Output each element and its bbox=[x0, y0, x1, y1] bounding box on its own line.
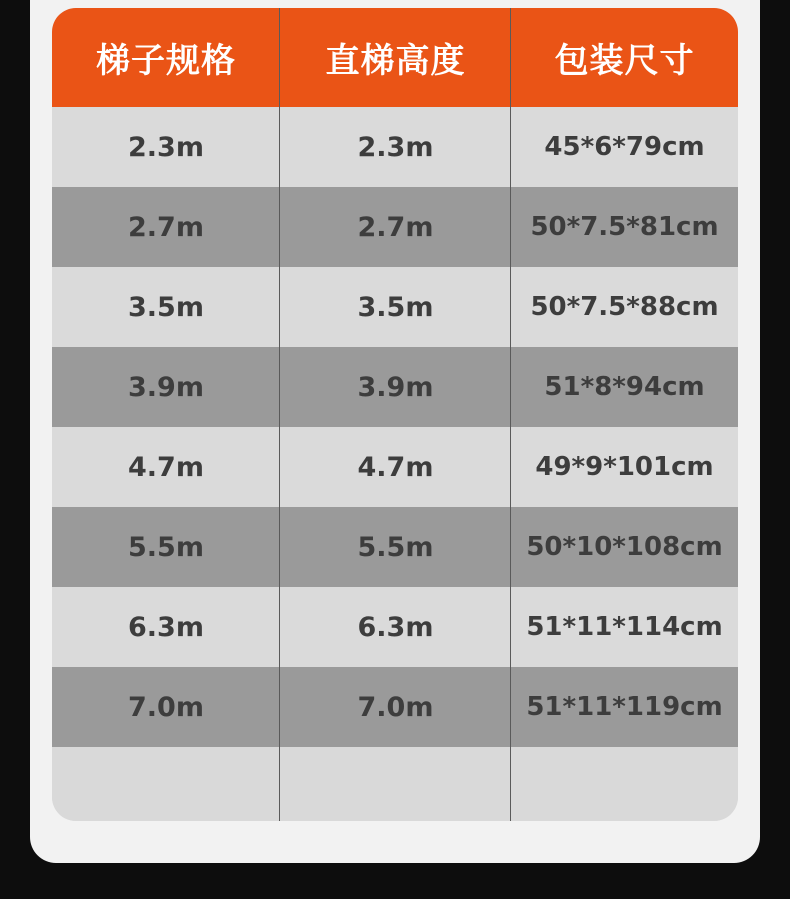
cell-ladder-spec: 3.9m bbox=[128, 371, 204, 403]
cell-straight-height: 2.3m bbox=[357, 131, 434, 163]
cell-ladder-spec: 6.3m bbox=[128, 611, 204, 643]
cell-package-size: 51*11*114cm bbox=[526, 612, 723, 642]
table-row bbox=[52, 107, 738, 187]
table-row bbox=[52, 507, 738, 587]
cell-package-size: 50*10*108cm bbox=[526, 532, 723, 562]
table-row bbox=[52, 267, 738, 347]
cell-straight-height: 3.9m bbox=[357, 371, 434, 403]
cell-ladder-spec: 3.5m bbox=[128, 291, 204, 323]
cell-straight-height: 7.0m bbox=[357, 691, 434, 723]
cell-straight-height: 5.5m bbox=[357, 531, 434, 563]
table-header-row bbox=[52, 8, 738, 107]
cell-straight-height: 6.3m bbox=[357, 611, 434, 643]
column-divider bbox=[279, 8, 280, 821]
cell-ladder-spec: 2.3m bbox=[128, 131, 204, 163]
cell-package-size: 50*7.5*88cm bbox=[530, 292, 719, 322]
table-row bbox=[52, 187, 738, 267]
cell-ladder-spec: 7.0m bbox=[128, 691, 204, 723]
cell-straight-height: 2.7m bbox=[357, 211, 434, 243]
table-row bbox=[52, 347, 738, 427]
empty-table-row bbox=[52, 747, 738, 821]
cell-package-size: 50*7.5*81cm bbox=[530, 212, 719, 242]
header-straight-height: 直梯高度 bbox=[325, 41, 466, 81]
header-package-size: 包装尺寸 bbox=[554, 41, 695, 81]
cell-straight-height: 3.5m bbox=[357, 291, 434, 323]
cell-ladder-spec: 2.7m bbox=[128, 211, 204, 243]
header-ladder-spec: 梯子规格 bbox=[96, 41, 236, 81]
cell-package-size: 49*9*101cm bbox=[535, 452, 714, 482]
column-divider bbox=[510, 8, 511, 821]
cell-straight-height: 4.7m bbox=[357, 451, 434, 483]
table-row bbox=[52, 587, 738, 667]
table-row bbox=[52, 427, 738, 507]
cell-ladder-spec: 4.7m bbox=[128, 451, 204, 483]
cell-package-size: 45*6*79cm bbox=[544, 132, 705, 162]
cell-package-size: 51*8*94cm bbox=[544, 372, 705, 402]
cell-ladder-spec: 5.5m bbox=[128, 531, 204, 563]
cell-package-size: 51*11*119cm bbox=[526, 692, 723, 722]
table-row bbox=[52, 667, 738, 747]
ladder-spec-table bbox=[52, 8, 738, 821]
